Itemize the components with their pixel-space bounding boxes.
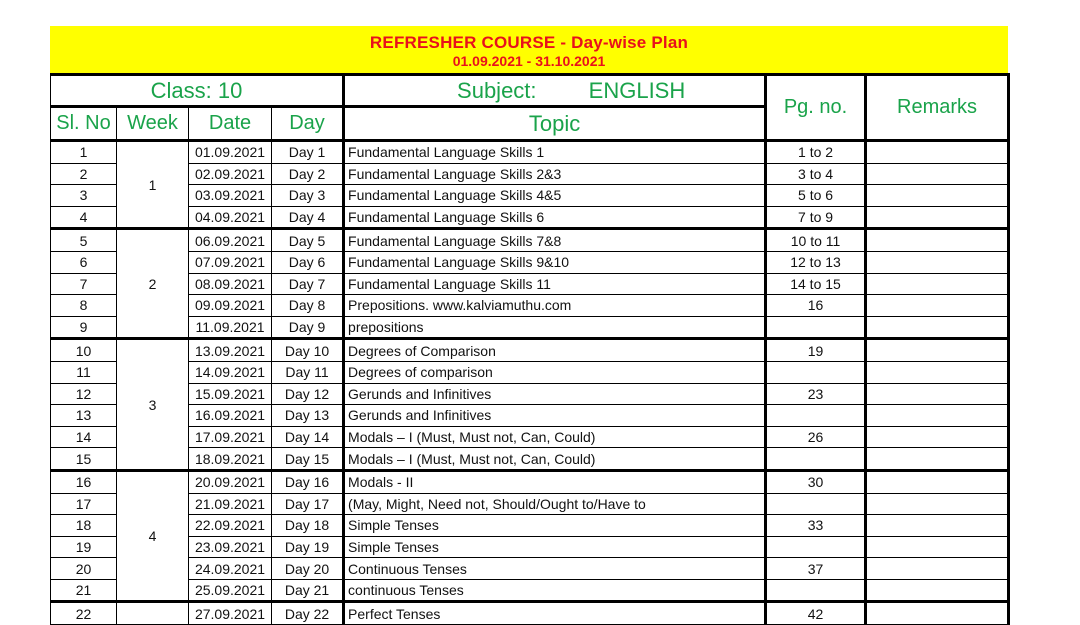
table-row	[51, 493, 1009, 515]
date-cell: 13.09.2021	[189, 339, 272, 362]
table-row	[51, 251, 1009, 273]
pg-no-header: Pg. no.	[766, 75, 866, 141]
remarks-cell	[866, 361, 1009, 383]
sl-no-cell: 15	[51, 448, 117, 471]
table-row	[51, 405, 1009, 427]
page-no-cell: 12 to 13	[766, 251, 866, 273]
day-cell: Day 15	[272, 448, 344, 471]
sl-no-cell: 5	[51, 229, 117, 252]
sl-no-cell: 2	[51, 163, 117, 185]
sl-no-cell: 4	[51, 206, 117, 229]
day-cell: Day 4	[272, 206, 344, 229]
date-cell: 01.09.2021	[189, 141, 272, 164]
remarks-cell	[866, 185, 1009, 207]
page-no-cell: 5 to 6	[766, 185, 866, 207]
sl-no-cell: 1	[51, 141, 117, 164]
day-cell: Day 10	[272, 339, 344, 362]
remarks-cell	[866, 448, 1009, 471]
sl-no-cell: 7	[51, 273, 117, 295]
day-cell: Day 13	[272, 405, 344, 427]
date-cell: 17.09.2021	[189, 426, 272, 448]
topic-cell: prepositions	[344, 316, 766, 339]
table-row	[51, 515, 1009, 537]
date-cell: 24.09.2021	[189, 558, 272, 580]
sl-no-cell: 16	[51, 470, 117, 493]
plan-table	[50, 73, 1010, 625]
day-cell: Day 22	[272, 602, 344, 625]
page-no-cell	[766, 579, 866, 602]
page-no-cell	[766, 316, 866, 339]
day-cell: Day 16	[272, 470, 344, 493]
date-cell: 11.09.2021	[189, 316, 272, 339]
page-no-cell: 19	[766, 339, 866, 362]
topic-cell: Fundamental Language Skills 4&5	[344, 185, 766, 207]
topic-cell: Simple Tenses	[344, 515, 766, 537]
page-no-cell: 7 to 9	[766, 206, 866, 229]
page-no-cell: 26	[766, 426, 866, 448]
remarks-cell	[866, 339, 1009, 362]
col-week-header: Week	[117, 107, 189, 141]
sl-no-cell: 11	[51, 361, 117, 383]
remarks-cell	[866, 405, 1009, 427]
topic-cell: Continuous Tenses	[344, 558, 766, 580]
week-cell	[117, 602, 189, 625]
topic-cell: Fundamental Language Skills 6	[344, 206, 766, 229]
day-cell: Day 17	[272, 493, 344, 515]
date-cell: 20.09.2021	[189, 470, 272, 493]
remarks-cell	[866, 493, 1009, 515]
remarks-cell	[866, 558, 1009, 580]
sl-no-cell: 8	[51, 295, 117, 317]
date-cell: 09.09.2021	[189, 295, 272, 317]
remarks-cell	[866, 579, 1009, 602]
table-row	[51, 361, 1009, 383]
date-cell: 15.09.2021	[189, 383, 272, 405]
table-row	[51, 339, 1009, 362]
col-day-header: Day	[272, 107, 344, 141]
date-cell: 14.09.2021	[189, 361, 272, 383]
topic-cell: Fundamental Language Skills 7&8	[344, 229, 766, 252]
topic-cell: Degrees of comparison	[344, 361, 766, 383]
date-cell: 04.09.2021	[189, 206, 272, 229]
page-no-cell	[766, 448, 866, 471]
day-cell: Day 19	[272, 536, 344, 558]
sl-no-cell: 20	[51, 558, 117, 580]
sl-no-cell: 14	[51, 426, 117, 448]
day-cell: Day 1	[272, 141, 344, 164]
date-cell: 03.09.2021	[189, 185, 272, 207]
week-cell: 2	[117, 229, 189, 339]
date-cell: 22.09.2021	[189, 515, 272, 537]
course-title: REFRESHER COURSE - Day-wise Plan	[369, 33, 689, 52]
sl-no-cell: 9	[51, 316, 117, 339]
table-row	[51, 558, 1009, 580]
table-row	[51, 426, 1009, 448]
date-cell: 23.09.2021	[189, 536, 272, 558]
day-cell: Day 2	[272, 163, 344, 185]
table-row	[51, 316, 1009, 339]
date-cell: 02.09.2021	[189, 163, 272, 185]
page-no-cell: 33	[766, 515, 866, 537]
remarks-cell	[866, 163, 1009, 185]
remarks-cell	[866, 229, 1009, 252]
day-cell: Day 6	[272, 251, 344, 273]
table-row	[51, 273, 1009, 295]
col-topic-header: Topic	[344, 107, 766, 141]
table-row	[51, 470, 1009, 493]
remarks-cell	[866, 295, 1009, 317]
day-cell: Day 18	[272, 515, 344, 537]
day-cell: Day 5	[272, 229, 344, 252]
table-row	[51, 448, 1009, 471]
page-no-cell	[766, 536, 866, 558]
page-no-cell: 37	[766, 558, 866, 580]
sl-no-cell: 12	[51, 383, 117, 405]
col-slno-header: Sl. No	[51, 107, 117, 141]
col-date-header: Date	[189, 107, 272, 141]
topic-cell: Fundamental Language Skills 1	[344, 141, 766, 164]
subject-cell	[344, 75, 766, 107]
table-row	[51, 206, 1009, 229]
topic-cell: Fundamental Language Skills 11	[344, 273, 766, 295]
remarks-header: Remarks	[866, 75, 1009, 141]
remarks-cell	[866, 536, 1009, 558]
table-row	[51, 579, 1009, 602]
table-row	[51, 229, 1009, 252]
page-no-cell: 30	[766, 470, 866, 493]
topic-cell: Prepositions. www.kalviamuthu.com	[344, 295, 766, 317]
day-cell: Day 20	[272, 558, 344, 580]
page-no-cell: 3 to 4	[766, 163, 866, 185]
sl-no-cell: 3	[51, 185, 117, 207]
remarks-cell	[866, 316, 1009, 339]
day-cell: Day 14	[272, 426, 344, 448]
sl-no-cell: 13	[51, 405, 117, 427]
date-cell: 08.09.2021	[189, 273, 272, 295]
date-cell: 21.09.2021	[189, 493, 272, 515]
topic-cell: Modals - II	[344, 470, 766, 493]
remarks-cell	[866, 515, 1009, 537]
page-no-cell	[766, 405, 866, 427]
date-cell: 16.09.2021	[189, 405, 272, 427]
date-cell: 07.09.2021	[189, 251, 272, 273]
day-cell: Day 12	[272, 383, 344, 405]
class-label-cell	[51, 75, 344, 107]
plan-table-wrapper	[50, 73, 1008, 625]
day-cell: Day 8	[272, 295, 344, 317]
topic-cell: Degrees of Comparison	[344, 339, 766, 362]
topic-cell: Modals – I (Must, Must not, Can, Could)	[344, 426, 766, 448]
remarks-cell	[866, 251, 1009, 273]
page-no-cell: 23	[766, 383, 866, 405]
table-row	[51, 383, 1009, 405]
remarks-cell	[866, 426, 1009, 448]
remarks-cell	[866, 470, 1009, 493]
remarks-cell	[866, 206, 1009, 229]
day-cell: Day 21	[272, 579, 344, 602]
topic-cell: Fundamental Language Skills 9&10	[344, 251, 766, 273]
sl-no-cell: 10	[51, 339, 117, 362]
sl-no-cell: 18	[51, 515, 117, 537]
page-no-cell	[766, 493, 866, 515]
day-cell: Day 11	[272, 361, 344, 383]
table-row	[51, 295, 1009, 317]
topic-cell: (May, Might, Need not, Should/Ought to/Have to	[344, 493, 766, 515]
table-row	[51, 141, 1009, 164]
table-row	[51, 163, 1009, 185]
topic-cell: Gerunds and Infinitives	[344, 405, 766, 427]
remarks-cell	[866, 141, 1009, 164]
remarks-cell	[866, 273, 1009, 295]
remarks-cell	[866, 383, 1009, 405]
week-cell: 1	[117, 141, 189, 229]
table-row	[51, 602, 1009, 625]
title-banner	[50, 26, 1008, 73]
day-cell: Day 9	[272, 316, 344, 339]
subject-value: ENGLISH	[588, 77, 686, 103]
date-cell: 27.09.2021	[189, 602, 272, 625]
remarks-cell	[866, 602, 1009, 625]
class-label: Class: 10	[150, 77, 243, 103]
sl-no-cell: 22	[51, 602, 117, 625]
subject-label: Subject:	[457, 77, 537, 103]
sl-no-cell: 6	[51, 251, 117, 273]
topic-cell: Perfect Tenses	[344, 602, 766, 625]
sl-no-cell: 19	[51, 536, 117, 558]
plan-rows	[51, 141, 1009, 625]
date-cell: 18.09.2021	[189, 448, 272, 471]
page-no-cell: 10 to 11	[766, 229, 866, 252]
page-no-cell: 1 to 2	[766, 141, 866, 164]
week-cell: 3	[117, 339, 189, 471]
topic-cell: Fundamental Language Skills 2&3	[344, 163, 766, 185]
page-no-cell: 42	[766, 602, 866, 625]
sl-no-cell: 21	[51, 579, 117, 602]
week-cell: 4	[117, 470, 189, 602]
topic-cell: Gerunds and Infinitives	[344, 383, 766, 405]
day-cell: Day 3	[272, 185, 344, 207]
page-no-cell	[766, 361, 866, 383]
topic-cell: continuous Tenses	[344, 579, 766, 602]
date-range: 01.09.2021 - 31.10.2021	[452, 53, 606, 69]
page-no-cell: 16	[766, 295, 866, 317]
day-cell: Day 7	[272, 273, 344, 295]
topic-cell: Modals – I (Must, Must not, Can, Could)	[344, 448, 766, 471]
topic-cell: Simple Tenses	[344, 536, 766, 558]
sl-no-cell: 17	[51, 493, 117, 515]
date-cell: 25.09.2021	[189, 579, 272, 602]
table-row	[51, 185, 1009, 207]
table-row	[51, 536, 1009, 558]
page-no-cell: 14 to 15	[766, 273, 866, 295]
date-cell: 06.09.2021	[189, 229, 272, 252]
